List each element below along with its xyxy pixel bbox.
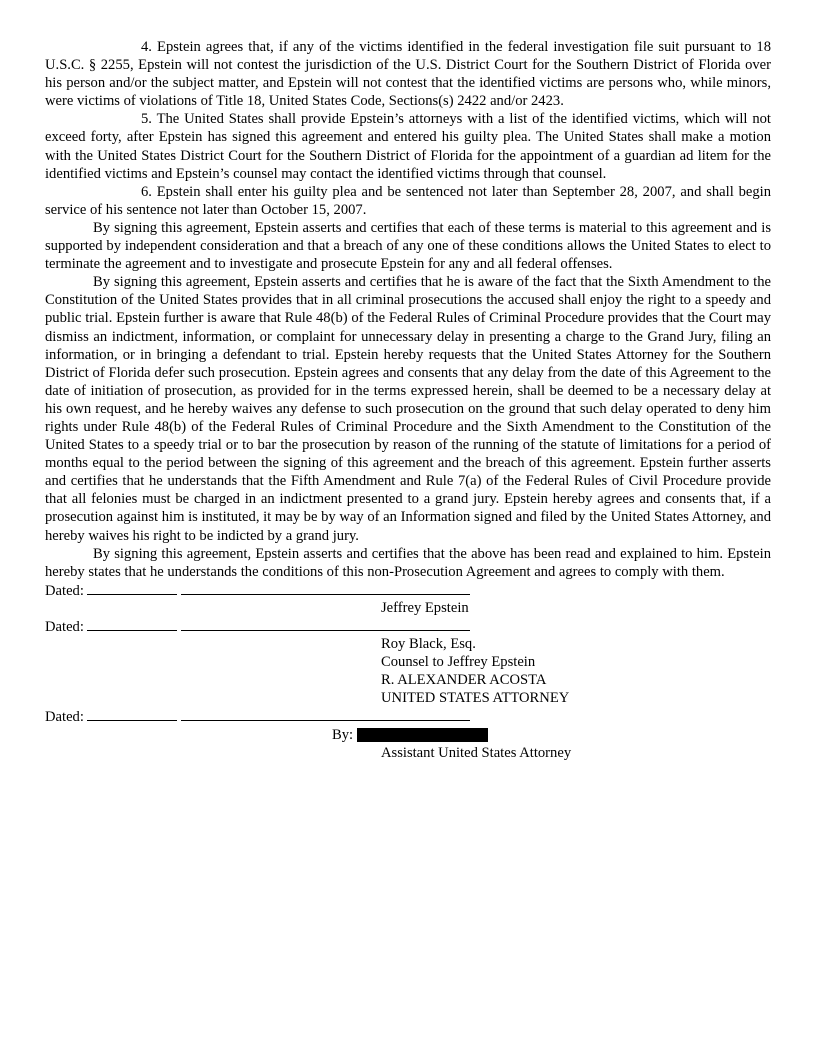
dated-label: Dated:	[45, 582, 84, 599]
signature-blank	[181, 707, 470, 721]
date-blank	[87, 581, 177, 595]
signer-name: Roy Black, Esq.	[381, 636, 476, 653]
signature-block-epstein	[45, 581, 771, 617]
signer-title: Assistant United States Attorney	[381, 744, 572, 761]
dated-line	[45, 617, 771, 635]
paragraph-5: 5. The United States shall provide Epstein’s attorneys with a list of the identified victims, which will not exceed forty, after Epstein has signed this agreement and entered his guilty plea. The United States shall make a motion with the United States District Court for the Southern District of Florida for the appointment of a guardian ad litem for the identified victims and Epstein’s counsel may contact the identified victims through that counsel.	[45, 111, 771, 182]
paragraph-6: 6. Epstein shall enter his guilty plea and be sentenced not later than September 28, 2007, and shall begin service of his sentence not later than October 15, 2007.	[45, 183, 771, 218]
us-attorney-name: R. ALEXANDER ACOSTA	[381, 672, 547, 689]
us-attorney-title: UNITED STATES ATTORNEY	[381, 690, 570, 707]
by-label: By:	[332, 726, 354, 743]
paragraph-4: 4. Epstein agrees that, if any of the victims identified in the federal investigation file suit pursuant to 18 U.S.C. § 2255, Epstein will not contest the jurisdiction of the U.S. District Court for the Southern District of Florida over his person and/or the subject matter, and Epstein will not contest that the identified victims are persons who, while minors, were victims of violations of Title 18, United States Code, Sections(s) 2422 and/or 2423.	[45, 39, 771, 110]
date-blank	[87, 617, 177, 631]
dated-line	[45, 707, 771, 725]
paragraph-acknowledgment: By signing this agreement, Epstein asserts and certifies that the above has been read and explained to him. Epstein hereby states that he understands the conditions of this non-Prosecution Agreement and agrees to comply with them.	[45, 545, 771, 580]
paragraph-material-terms: By signing this agreement, Epstein asserts and certifies that each of these terms is material to this agreement and is supported by independent consideration and that a breach of any one of these conditions allows the United States to elect to terminate the agreement and to investigate and prosecute Epstein for any and all federal offenses.	[45, 219, 771, 273]
dated-label: Dated:	[45, 709, 84, 726]
signature-blank	[181, 617, 470, 631]
by-line	[45, 726, 771, 744]
document-page	[45, 38, 771, 762]
redaction-bar	[357, 728, 488, 742]
paragraph-speedy-trial-waiver: By signing this agreement, Epstein asserts and certifies that he is aware of the fact that the Sixth Amendment to the Constitution of the United States provides that in all criminal prosecutions the accused shall enjoy the right to a speedy and public trial. Epstein further is aware that Rule 48(b) of the Federal Rules of Criminal Procedure provides that the Court may dismiss an indictment, information, or complaint for unnecessary delay in presenting a charge to the Grand Jury, filing an information, or in bringing a defendant to trial. Epstein hereby requests that the United States Attorney for the Southern District of Florida defer such prosecution. Epstein agrees and consents that any delay from the date of this Agreement to the date of initiation of prosecution, as provided for in the terms expressed herein, shall be deemed to be a necessary delay at his own request, and he hereby waives any defense to such prosecution on the ground that such delay operated to deny him rights under Rule 48(b) of the Federal Rules of Criminal Procedure and the Sixth Amendment to the Constitution of the United States to a speedy trial or to bar the prosecution by reason of the running of the statute of limitations for a period of months equal to the period between the signing of this agreement and the breach of this agreement. Epstein further asserts and certifies that he understands that the Fifth Amendment and Rule 7(a) of the Federal Rules of Civil Procedure provide that all felonies must be charged in an indictment presented to a grand jury. Epstein hereby agrees and consents that, if a prosecution against him is instituted, it may be by way of an Information signed and filed by the United States Attorney, and hereby waives his right to be indicted by a grand jury.	[45, 274, 771, 544]
dated-label: Dated:	[45, 619, 84, 635]
date-blank	[87, 707, 177, 721]
signer-name: Jeffrey Epstein	[381, 599, 469, 616]
signature-blank	[181, 581, 470, 595]
signature-block-counsel	[45, 617, 771, 707]
signer-title: Counsel to Jeffrey Epstein	[381, 654, 536, 671]
signature-block-ausa	[45, 707, 771, 761]
dated-line	[45, 581, 771, 599]
